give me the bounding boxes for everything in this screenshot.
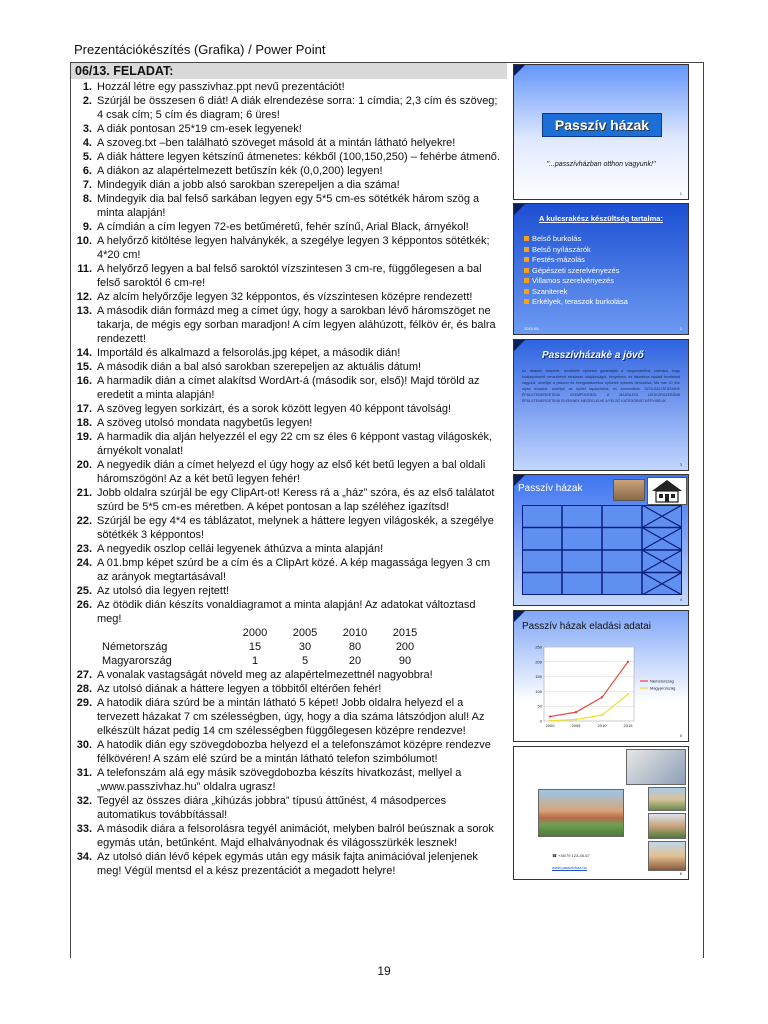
item-number: 4. xyxy=(82,137,92,149)
slide-number: 6 xyxy=(679,871,682,876)
instruction-item xyxy=(70,668,502,682)
item-text: A helyőrző kitöltése legyen halványkék, a szegélye legyen 3 képpontos sötétkék; 4*20 cm! xyxy=(97,235,490,261)
table-cell: 20 xyxy=(348,655,362,667)
instruction-item xyxy=(70,822,502,850)
instruction-item xyxy=(70,738,502,766)
slide-thumbnail-2 xyxy=(513,203,689,335)
item-number: 32. xyxy=(76,795,92,807)
item-number: 20. xyxy=(76,459,92,471)
item-number: 24. xyxy=(76,557,92,569)
item-number: 7. xyxy=(82,179,92,191)
bullet-item: Szaniterek xyxy=(524,287,628,298)
instruction-item xyxy=(70,192,502,220)
line-chart xyxy=(522,641,682,733)
table-year-header: 2005 xyxy=(292,627,318,639)
bullet-item: Festés-mázolás xyxy=(524,255,628,266)
slide-subtitle: "...passzívházban otthon vagyunk!" xyxy=(546,161,656,168)
instruction-item xyxy=(70,220,502,234)
y-tick-label: 250 xyxy=(535,644,542,650)
item-number: 16. xyxy=(76,375,92,387)
instruction-item xyxy=(70,402,502,416)
item-text: Az utolsó diának a háttere legyen a többitől eltérően fehér! xyxy=(97,683,382,695)
instruction-item xyxy=(70,164,502,178)
x-tick-label: 2005 xyxy=(571,723,581,728)
item-text: A 01.bmp képet szúrd be a cím és a ClipArt közé. A kép magassága legyen 3 cm az arányok megtartásával! xyxy=(97,557,491,583)
bullet-item: Erkélyek, teraszok burkolása xyxy=(524,297,628,308)
instruction-item xyxy=(70,682,502,696)
instruction-item xyxy=(70,598,502,626)
item-text: A negyedik oszlop cellái legyenek áthúzva a minta alapján! xyxy=(97,543,384,555)
item-text: A harmadik dia alján helyezzél el egy 22 cm sz éles 6 képpont vastag világoskék, árnyékolt vonalat! xyxy=(97,431,492,457)
item-text: A hatodik diára szúrd be a mintán látható 5 képet! Jobb oldalra helyezd el a tervezett házakat 7 cm szélességben, úgy, hogy a dia száma látszódjon alul! Az elkészült házat pedig 14 cm szélességben függőlegesen középre rendezve! xyxy=(97,697,485,737)
item-number: 31. xyxy=(76,767,92,779)
item-number: 14. xyxy=(76,347,92,359)
instruction-item xyxy=(70,794,502,822)
house-plan-photo-2 xyxy=(648,787,686,811)
slide-title: Passzív házak eladási adatai xyxy=(522,621,651,632)
slide-body-text: Az általunk felépített, minősített épületek garantálják a megrendelőink számára, hogy kiválaszthatott, tervezhetett mindazon tulajdonságot, kényelmes, és takarékos családi fenntartott vagyunk, amellyel a passzív és energiatakarékos épületek épülnek bemutatva. Ma már 20 éve olyan lecsatolt, amellyel az épület tapasztaltuk, és szenvedünk. SZOLGÁLTATÁSAINK ÉPÜLETENERGETIKAI SZEMPONTBÓL A JELENLEGI LEGKORSZERŰBB ÉPÜLETENERGETIKAI ELVEKNEK MEGFELELVE A FELSŐ KATEGÓRIÁT KÉPVISELIK. xyxy=(522,369,680,403)
instruction-item xyxy=(70,850,502,878)
item-text: Tegyél az összes diára „kihúzás jobbra” típusú áttűnést, 4 másodperces automatikus továbbítással! xyxy=(97,795,447,821)
item-number: 1. xyxy=(82,81,92,93)
table-4x4 xyxy=(522,505,682,595)
instruction-item xyxy=(70,556,502,584)
task-title: 06/13. FELADAT: xyxy=(71,63,507,79)
item-number: 11. xyxy=(77,263,92,275)
y-tick-label: 200 xyxy=(535,659,542,665)
instruction-item xyxy=(70,416,502,430)
item-text: Az alcím helyőrzője legyen 32 képpontos, és vízszintesen középre rendezett! xyxy=(97,291,473,303)
house-plan-photo-1 xyxy=(626,749,686,785)
corner-triangle xyxy=(514,65,525,76)
item-number: 25. xyxy=(76,585,92,597)
table-cell: 90 xyxy=(398,655,412,667)
item-number: 5. xyxy=(82,151,92,163)
corner-triangle xyxy=(514,340,525,351)
instruction-item xyxy=(70,584,502,598)
instruction-item xyxy=(70,514,502,542)
item-number: 30. xyxy=(76,739,92,751)
data-point xyxy=(627,661,629,663)
instruction-item xyxy=(70,486,502,514)
instruction-item xyxy=(70,542,502,556)
y-tick-label: 0 xyxy=(539,718,542,724)
bullet-item: Gépészeti szerelvényezés xyxy=(524,266,628,277)
phone-number: ☎ +36/79 123-45-67 xyxy=(552,853,590,858)
instruction-item xyxy=(70,80,502,94)
item-number: 8. xyxy=(82,193,92,205)
data-point xyxy=(601,696,603,698)
item-text: A harmadik dián a címet alakítsd WordArt-á (második sor, első)! Majd töröld az eredetit a minta alapján! xyxy=(97,375,480,401)
table-year-header: 2010 xyxy=(342,627,368,639)
table-cell: 5 xyxy=(301,655,309,667)
item-number: 33. xyxy=(76,823,92,835)
table-cell: 200 xyxy=(395,641,415,653)
instruction-list xyxy=(70,80,502,878)
item-number: 19. xyxy=(76,431,92,443)
finished-house-photo xyxy=(538,789,624,837)
item-text: A negyedik dián a címet helyezd el úgy hogy az első két betű legyen a bal oldali háromszögön! Az a két betű legyen fehér! xyxy=(97,459,486,485)
y-tick-label: 50 xyxy=(537,703,542,709)
item-text: Hozzál létre egy passzivhaz.ppt nevű prezentációt! xyxy=(97,81,345,93)
instruction-item xyxy=(70,430,502,458)
page-number: 19 xyxy=(377,964,391,978)
instruction-item xyxy=(70,122,502,136)
slide-thumbnail-6 xyxy=(513,746,689,880)
item-number: 15. xyxy=(76,361,92,373)
x-tick-label: 2000 xyxy=(545,723,555,728)
item-text: A hatodik dián egy szövegdobozba helyezd el a telefonszámot középre rendezve félkövéren! A szám elé szúrd be a mintán látható telefon szimbólumot! xyxy=(97,739,491,765)
item-text: Mindegyik dia bal felső sarkában legyen egy 5*5 cm-es sötétkék három szög a minta alapján! xyxy=(97,193,480,219)
data-point xyxy=(575,718,577,720)
instruction-item xyxy=(70,696,502,738)
wordart-title: Passzívházakè a jövő xyxy=(542,350,644,361)
slide-number: 3 xyxy=(679,462,682,467)
item-number: 12. xyxy=(76,291,92,303)
item-number: 26. xyxy=(76,599,92,611)
data-point xyxy=(575,711,577,713)
legend-label: Magyarország xyxy=(650,685,676,691)
item-number: 10. xyxy=(76,235,92,247)
table-row xyxy=(70,654,430,668)
website-link[interactable]: www.passzivhaz.hu xyxy=(552,865,587,870)
item-text: A diák pontosan 25*19 cm-esek legyenek! xyxy=(97,123,302,135)
item-number: 18. xyxy=(76,417,92,429)
table-year-header: 2000 xyxy=(242,627,268,639)
item-text: A szoveg.txt –ben található szöveget másold át a mintán látható helyekre! xyxy=(97,137,456,149)
instruction-item xyxy=(70,290,502,304)
item-number: 28. xyxy=(76,683,92,695)
slide-thumbnail-3 xyxy=(513,339,689,471)
item-text: A vonalak vastagságát növeld meg az alapértelmezettnél nagyobbra! xyxy=(97,669,433,681)
x-tick-label: 2015 xyxy=(623,723,633,728)
instruction-item xyxy=(70,374,502,402)
item-number: 17. xyxy=(76,403,92,415)
item-text: A helyőrző legyen a bal felső saroktól vízszintesen 3 cm-re, függőlegesen a bal felső saroktól 6 cm-re! xyxy=(97,263,482,289)
item-number: 9. xyxy=(82,221,92,233)
house-photo xyxy=(613,479,645,501)
item-text: Importáld és alkalmazd a felsorolás.jpg képet, a második dián! xyxy=(97,347,401,359)
item-number: 27. xyxy=(76,669,92,681)
y-tick-label: 100 xyxy=(535,688,542,694)
bullet-list xyxy=(524,234,628,308)
table-cell: 30 xyxy=(298,641,312,653)
instruction-item xyxy=(70,458,502,486)
instruction-item xyxy=(70,360,502,374)
country-label: Németország xyxy=(102,641,168,653)
slide-date: 2010.05. xyxy=(524,326,540,331)
item-text: Jobb oldalra szúrjál be egy ClipArt-ot! Keress rá a „ház” szóra, és az első találatot szúrd be 5*5 cm-es méretben. A képet pontosan a lap széléhez igazítsd! xyxy=(97,487,495,513)
table-cell: 1 xyxy=(251,655,259,667)
plot-area xyxy=(544,647,634,721)
y-tick-label: 150 xyxy=(535,674,542,680)
slide-thumbnail-4 xyxy=(513,474,689,606)
house-clipart-icon xyxy=(647,477,687,505)
slide-title: Passzív házak xyxy=(542,113,662,137)
instruction-item xyxy=(70,234,502,262)
item-text: Szúrjál be összesen 6 diát! A diák elrendezése sorra: 1 címdia; 2,3 cím és szöveg; 4 csak cím; 5 cím és diagram; 6 üres! xyxy=(97,95,498,121)
item-text: A második dián a bal alsó sarokban szerepeljen az aktuális dátum! xyxy=(97,361,422,373)
item-number: 29. xyxy=(76,697,92,709)
house-plan-photo-4 xyxy=(648,841,686,871)
item-text: Az ötödik dián készíts vonaldiagramot a minta alapján! Az adatokat változtasd meg! xyxy=(97,599,476,625)
table-cell: 80 xyxy=(348,641,362,653)
instruction-item xyxy=(70,766,502,794)
item-number: 6. xyxy=(82,165,92,177)
item-text: A második dián formázd meg a címet úgy, hogy a sarokban lévő háromszöget ne takarja, de mégis egy sorban maradjon! A cím legyen aláhúzott, félköv ér, és balra rendezett! xyxy=(97,305,496,345)
instruction-item xyxy=(70,304,502,346)
country-label: Magyarország xyxy=(102,655,172,667)
item-text: A diákon az alapértelmezett betűszín kék (0,0,200) legyen! xyxy=(97,165,383,177)
slide-thumbnail-5 xyxy=(513,610,689,742)
data-point xyxy=(549,715,551,717)
item-number: 2. xyxy=(82,95,92,107)
slide-thumbnail-1 xyxy=(513,64,689,200)
house-plan-photo-3 xyxy=(648,813,686,839)
slide-number: 5 xyxy=(679,733,682,738)
instruction-item xyxy=(70,94,502,122)
slide-number: 1 xyxy=(679,191,682,196)
bullet-item: Belső burkolás xyxy=(524,234,628,245)
item-number: 21. xyxy=(76,487,92,499)
bullet-item: Villamos szerelvényezés xyxy=(524,276,628,287)
item-text: Mindegyik dián a jobb alsó sarokban szerepeljen a dia száma! xyxy=(97,179,400,191)
table-cell: 15 xyxy=(248,641,262,653)
instruction-item xyxy=(70,178,502,192)
item-text: Szúrjál be egy 4*4 es táblázatot, melynek a háttere legyen világoskék, a szegélye sötétkék 3 képpontos! xyxy=(97,515,494,541)
item-text: Az utolsó dia legyen rejtett! xyxy=(97,585,230,597)
item-text: Az utolsó dián lévő képek egymás után egy másik fajta animációval jelenjenek meg! Végül mentsd el a kész prezentációt a megadott helyre! xyxy=(97,851,478,877)
page-header: Prezentációkészítés (Grafika) / Power Point xyxy=(74,42,326,57)
item-text: A szöveg utolsó mondata nagybetűs legyen! xyxy=(97,417,313,429)
bullet-item: Belső nyílászárók xyxy=(524,245,628,256)
item-text: A diák háttere legyen kétszínű átmenetes: kékből (100,150,250) – fehérbe átmenő. xyxy=(97,151,500,163)
instruction-item xyxy=(70,346,502,360)
item-number: 23. xyxy=(76,543,92,555)
item-text: A címdián a cím legyen 72-es betűméretű, fehér színű, Arial Black, árnyékol! xyxy=(97,221,469,233)
item-text: A második diára a felsorolásra tegyél animációt, melyben balról beúsznak a sorok egymás után, betűnként. Majd elhalványodnak és világosszürkék lesznek! xyxy=(97,823,494,849)
item-number: 34. xyxy=(76,851,92,863)
slide-title: Passzív házak xyxy=(518,483,583,494)
item-text: A szöveg legyen sorkizárt, és a sorok között legyen 40 képpont távolság! xyxy=(97,403,452,415)
x-tick-label: 2010 xyxy=(597,723,607,728)
item-number: 13. xyxy=(76,305,92,317)
instruction-item xyxy=(70,150,502,164)
slide-number: 4 xyxy=(679,597,682,602)
table-year-header: 2015 xyxy=(392,627,418,639)
item-number: 22. xyxy=(76,515,92,527)
data-point xyxy=(601,714,603,716)
item-text: A telefonszám alá egy másik szövegdobozba készíts hivatkozást, mellyel a „www.passzivhaz.hu” oldalra ugrasz! xyxy=(97,767,462,793)
instruction-item xyxy=(70,136,502,150)
instruction-item xyxy=(70,262,502,290)
item-number: 3. xyxy=(82,123,92,135)
table-row xyxy=(70,640,430,654)
slide-number: 2 xyxy=(679,326,682,331)
slide-title: A kulcsrakész készültség tartalma: xyxy=(539,214,663,223)
population-table xyxy=(70,626,502,668)
data-point xyxy=(627,693,629,695)
legend-label: Németország xyxy=(650,678,674,684)
data-point xyxy=(549,720,551,722)
